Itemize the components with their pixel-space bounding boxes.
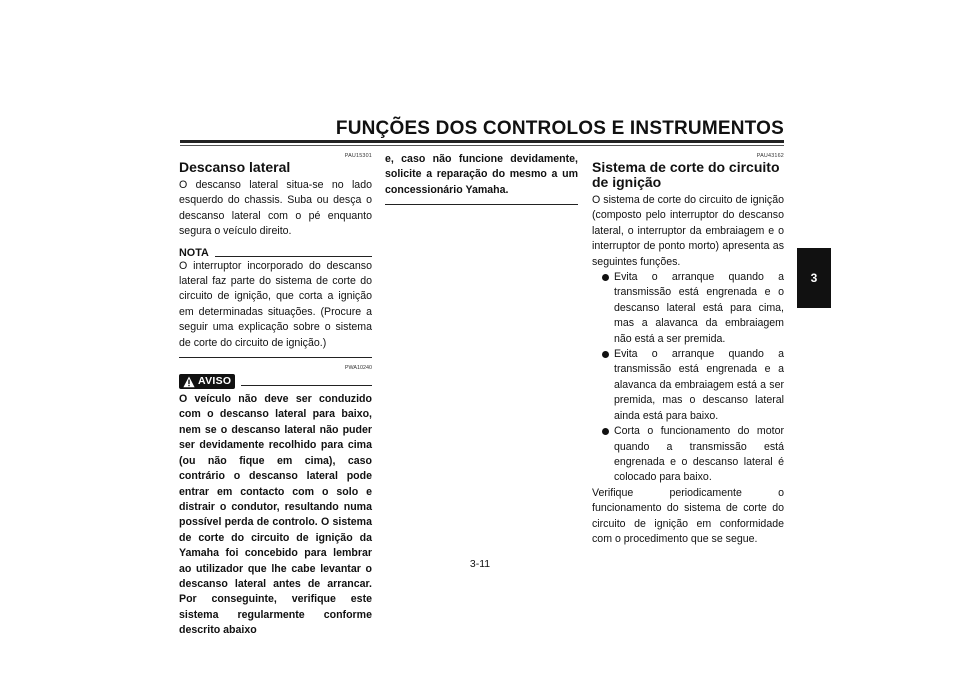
list-item-text: Evita o arranque quando a transmissão está engrenada e a alavanca da embraiagem está a ser premida, mas o descanso lateral ainda está para baixo.: [614, 348, 784, 422]
note-header: [179, 247, 372, 259]
section-outro: Verifique periodicamente o funcionamento do sistema de corte do circuito de ignição em conformidade com o procedimento que se segue.: [592, 486, 784, 545]
function-list: [592, 270, 784, 486]
header-rule: [180, 140, 784, 143]
list-item: [602, 424, 784, 486]
list-item: [602, 270, 784, 347]
list-item: [602, 347, 784, 424]
section-intro: O sistema de corte do circuito de ignição (composto pelo interruptor do descanso lateral, o interruptor da embraiagem e o interruptor de ponto morto) apresenta as seguintes funções.: [592, 194, 784, 268]
warning-rule: [241, 385, 372, 386]
section-heading-descanso-lateral: Descanso lateral: [179, 159, 291, 175]
header-rule-thin: [180, 145, 784, 146]
warning-header: [179, 374, 372, 389]
list-item-text: Evita o arranque quando a transmissão está engrenada e o descanso lateral está para cima, mas a alavanca da embraiagem não está a ser premida.: [614, 271, 784, 345]
warning-code: PWA10240: [344, 365, 372, 372]
warning-text-continued: e, caso não funcione devidamente, solicite a reparação do mesmo a um concessionário Yamaha.: [385, 153, 578, 196]
column-3: [592, 152, 784, 547]
note-end-rule: [179, 357, 372, 358]
note-label: NOTA: [179, 246, 209, 259]
warning-badge: [179, 374, 235, 389]
bullet-dot-icon: [602, 274, 609, 281]
section-code: PAU15301: [344, 153, 372, 159]
warning-text: O veículo não deve ser conduzido com o descanso lateral para baixo, nem se o descanso lateral não puder ser devidamente recolhido para cima (ou não fique em cima), caso contrário o descanso lateral pode entrar em contacto com o solo e distrair o condutor, resultando numa possível perda de controlo. O sistema de corte do circuito de ignição da Yamaha foi concebido para lembrar ao utilizador que lhe cabe levantar o descanso lateral antes de arrancar. Por conseguinte, verifique este sistema regularmente conforme descrito abaixo: [179, 393, 372, 637]
column-1: [179, 152, 372, 639]
bullet-dot-icon: [602, 351, 609, 358]
column-2: [385, 152, 578, 205]
section-body: O descanso lateral situa-se no lado esquerdo do chassis. Suba ou desça o descanso lateral com o pé enquanto segura o veículo direito.: [179, 179, 372, 238]
note-text: O interruptor incorporado do descanso lateral faz parte do sistema de corte do circuito de ignição, que corta a ignição em determinadas situações. (Procure a seguir uma explicação sobre o sistema de corte do circuito de ignição.): [179, 259, 372, 349]
chapter-tab: 3: [797, 248, 831, 308]
page-number: 3-11: [469, 558, 491, 570]
section-heading-corte-ignicao: Sistema de corte do circuito de ignição: [592, 159, 780, 190]
section-code: PAU43162: [756, 153, 784, 159]
warning-end-rule: [385, 204, 578, 205]
page-header-title: FUNÇÕES DOS CONTROLOS E INSTRUMENTOS: [335, 118, 784, 139]
note-rule: [215, 256, 372, 257]
list-item-text: Corta o funcionamento do motor quando a transmissão está engrenada e o descanso lateral é colocado para baixo.: [614, 425, 784, 484]
warning-label: AVISO: [198, 374, 232, 387]
bullet-dot-icon: [602, 428, 609, 435]
warning-triangle-icon: [183, 376, 195, 388]
